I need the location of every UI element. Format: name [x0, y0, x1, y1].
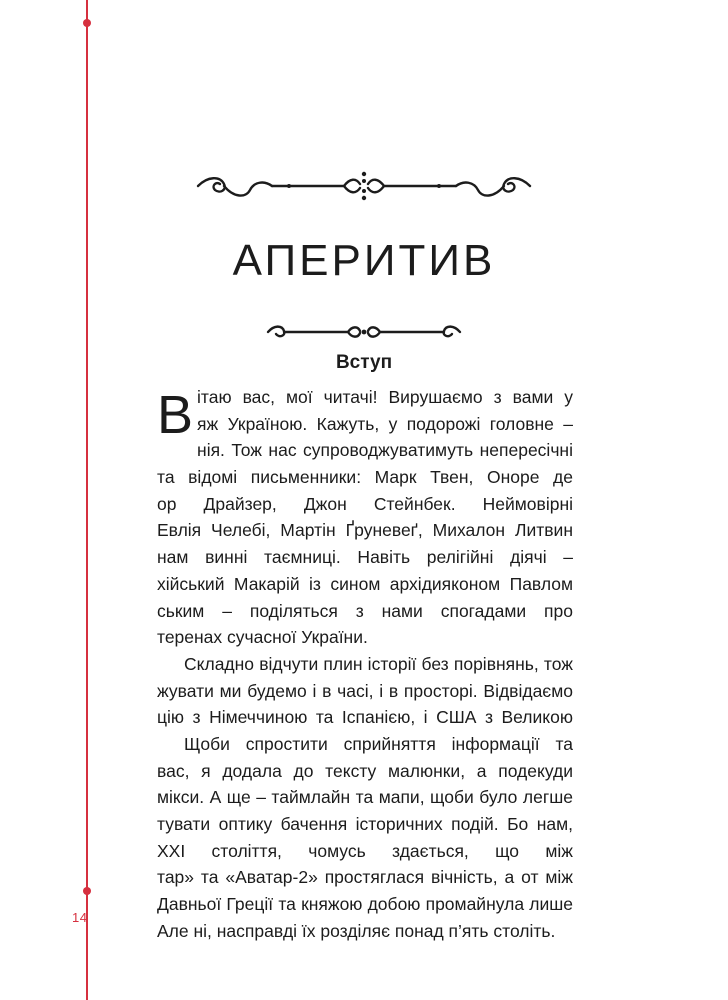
margin-dot-bottom	[83, 887, 91, 895]
text-line: ор Драйзер, Джон Стейнбек. Неймовірні	[157, 493, 573, 514]
section-subtitle: Вступ	[335, 352, 393, 373]
page-number: 14	[72, 910, 88, 925]
text-line: тувати оптику бачення історичних подій. Бо нам,	[157, 814, 573, 834]
text-line: тар» та «Аватар-2» простяглася вічність, а от між	[157, 867, 573, 888]
text-line: хійський Макарій із сином архідияконом Павлом	[157, 573, 573, 594]
text-line: нам винні таємниці. Навіть релігійні діячі –	[157, 547, 573, 568]
page-title: АПЕРИТИВ	[232, 236, 496, 285]
text-line: Евлія Челебі, Мартін Ґруневеґ, Михалон Литвин	[157, 520, 573, 541]
text-line: жувати ми будемо і в часі, і в просторі. Відвідаємо	[157, 680, 573, 701]
text-line: ітаю вас, мої читачі! Вирушаємо з вами у	[197, 387, 573, 407]
ornament-flourish-top	[194, 168, 534, 204]
text-line: Щоби спростити сприйняття інформації та	[184, 733, 573, 754]
text-line: вас, я додала до тексту малюнки, а подекуди	[157, 760, 573, 781]
margin-dot-top	[83, 19, 91, 27]
text-line: Але ні, насправді їх розділяє понад п’ять століть.	[157, 920, 556, 941]
text-line: ським – поділяться з нами спогадами про	[157, 600, 573, 621]
paragraph-2	[157, 651, 573, 731]
body-text	[157, 384, 573, 944]
text-line: XXI століття, чомусь здається, що між	[157, 840, 573, 861]
text-line: та відомі письменники: Марк Твен, Оноре де	[157, 467, 573, 488]
paragraph-3	[157, 731, 573, 945]
text-line: Складно відчути плин історії без порівнянь, тож	[184, 653, 573, 674]
text-line: нія. Тож нас супроводжуватимуть непересічні	[197, 440, 573, 461]
dropcap: В	[157, 385, 194, 445]
margin-line	[86, 0, 88, 1000]
text-line: Давньої Греції та княжою добою промайнула лише	[157, 894, 573, 915]
text-line: теренах сучасної України.	[157, 627, 368, 648]
ornament-flourish-bottom	[264, 321, 464, 343]
text-line: мікси. А ще – таймлайн та мапи, щоби було легше	[157, 787, 573, 808]
text-line: цію з Німеччиною та Іспанією, і США з Великою	[157, 707, 573, 728]
paragraph-1	[157, 384, 573, 651]
text-line: яж Україною. Кажуть, у подорожі головне –	[197, 413, 573, 434]
